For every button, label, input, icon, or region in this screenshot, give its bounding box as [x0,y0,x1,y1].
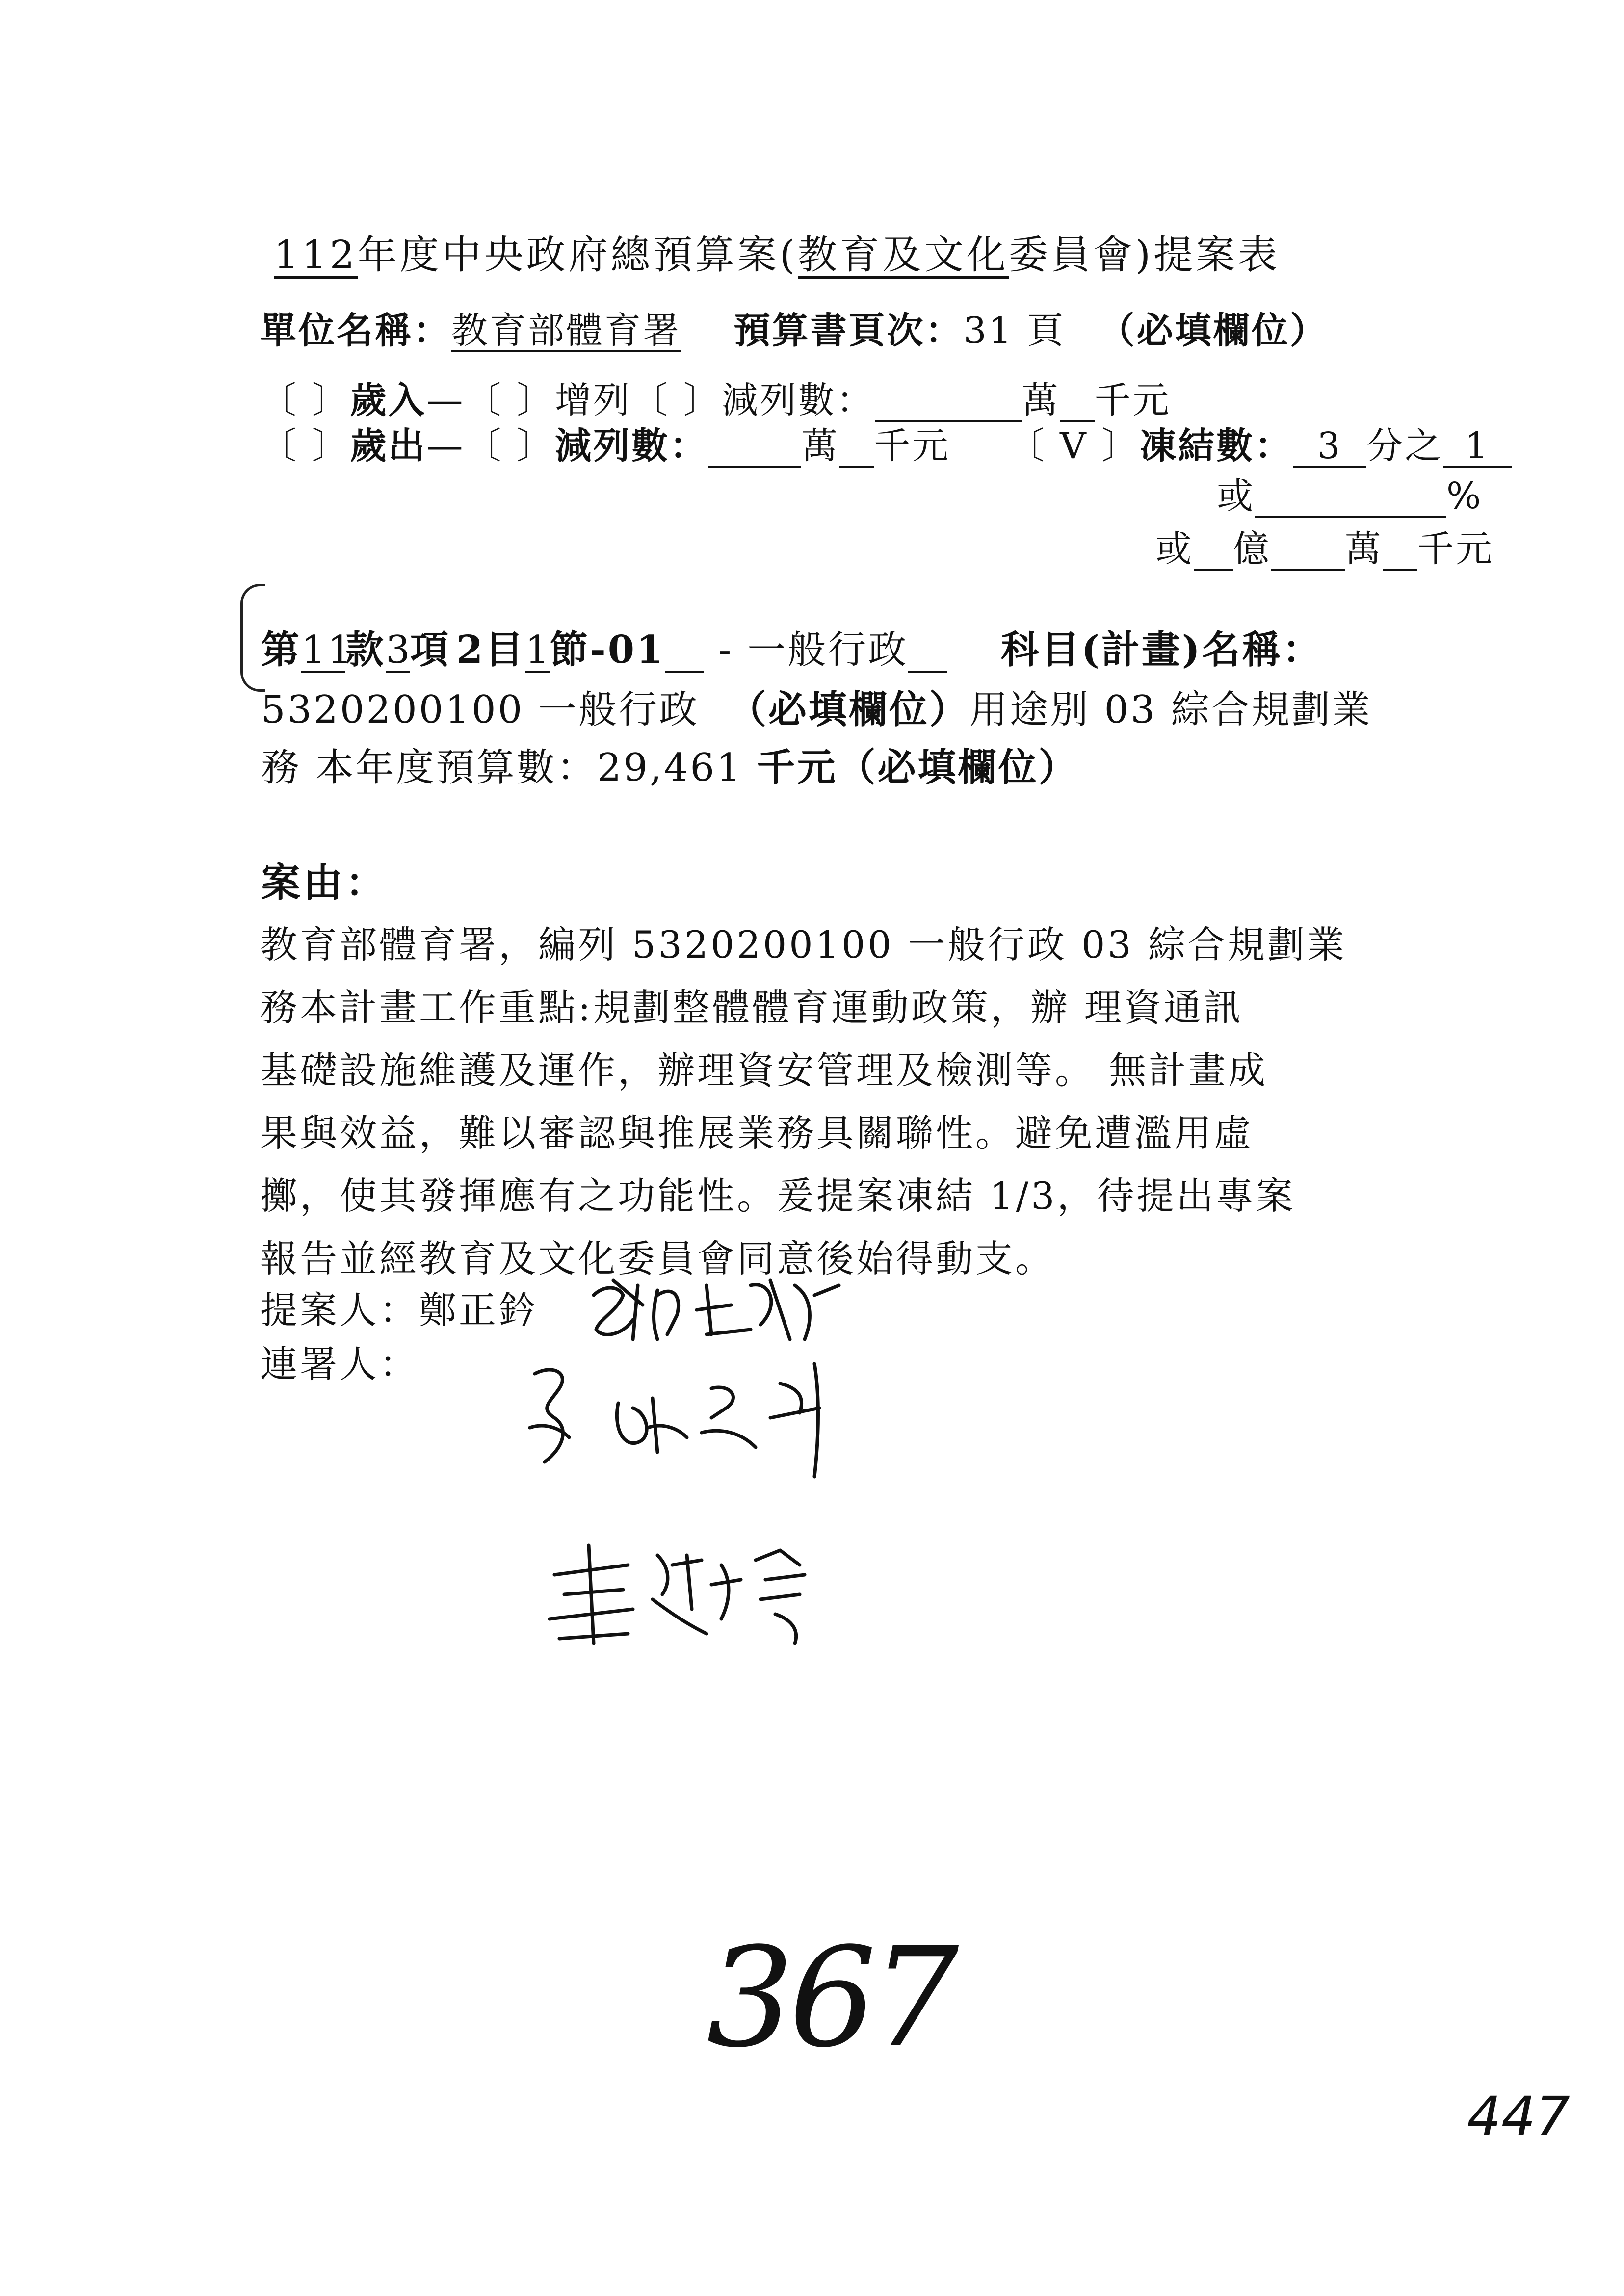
item-code: 5320200100 一般行政 [261,688,700,732]
xiang-label: 項 [410,627,451,672]
handwritten-corner-number [1467,2085,1570,2148]
item-line-1 [261,619,1323,674]
percent-sign: % [1446,475,1483,517]
expense-qian: 千元 [874,425,951,467]
mu-label: 目 [485,627,525,672]
reason-line-2: 務本計畫工作重點:規劃整體體育運動政策，辦 理資通訊 [260,986,1243,1029]
item-required-2: （必填欄位） [837,745,1079,790]
or-percent-line [1217,467,1483,519]
expense-decrease-box: 〔 〕 [465,425,555,467]
expense-label: 歲出 [350,425,427,467]
or-label-2: 或 [1155,528,1194,570]
form-title [274,223,1280,280]
decrease-box: 〔 〕 [631,379,722,421]
reason-line-4: 果與效益，難以審認與推展業務具關聯性。避免遭濫用虛 [260,1111,1254,1155]
reason-line-5: 擲，使其發揮應有之功能性。爰提案凍結 1/3，待提出專案 [260,1174,1296,1218]
page-label: 預算書頁次： [733,310,964,352]
item-line-3 [261,737,1079,792]
jie-number: 1 [525,628,551,672]
expense-wan: 萬 [801,425,840,467]
revenue-decrease-label: 減列數： [721,379,875,421]
unit-required: （必填欄位） [1098,310,1328,352]
jie-blank [665,630,704,673]
title-part2: 委員會)提案表 [1008,232,1281,278]
wan-label: 萬 [1345,528,1383,570]
unit-label: 單位名稱： [260,310,451,352]
freeze-checkbox: 〔 V 〕 [1008,425,1140,467]
revenue-qian-blank [1060,382,1095,422]
xiang-number: 3 [386,628,412,672]
expense-decrease-label: 減列數： [555,425,708,467]
wan-blank [1271,530,1345,571]
increase-label: 增列 [555,379,632,421]
freeze-numerator: 3 [1293,427,1366,468]
cosigner-signature-2 [545,1536,849,1653]
title-committee: 教育及文化 [797,232,1009,278]
corner-number-text: 447 [1467,2085,1570,2148]
mu-number: 2 [456,627,485,672]
subject-label: 科目(計畫)名稱： [1001,627,1323,672]
reason-line-6: 報告並經教育及文化委員會同意後始得動支。 [260,1237,1055,1280]
item-di: 第 [261,627,302,672]
freeze-label: 凍結數： [1140,425,1293,467]
revenue-wan: 萬 [1022,379,1060,421]
jie-label: 節-01 [550,627,665,672]
revenue-amount-blank [875,382,1022,422]
cosigner-signature-1 [525,1354,864,1487]
item-line-2 [261,679,1372,734]
expense-amount-blank [708,427,801,468]
yi-blank [1194,530,1233,571]
handwritten-page-number [707,1918,954,2078]
item-dash: - [704,628,748,672]
revenue-dash: — [426,379,465,421]
budget-amount: 務 本年度預算數：29,461 [261,746,743,790]
expense-dash: — [426,425,465,467]
expense-box: 〔 〕 [260,425,350,467]
item-name-prefix: 一般行政 [747,628,909,672]
or-amount-line [1155,520,1494,572]
item-use-type: 用途別 03 綜合規劃業 [969,688,1372,732]
title-part1: 年度中央政府總預算案( [357,232,798,278]
expense-qian-blank [839,427,874,468]
name-blank [908,630,947,673]
percent-blank [1255,477,1446,518]
unit-value: 教育部體育署 [451,310,681,352]
reason-line-3: 基礎設施維護及運作，辦理資安管理及檢測等。 無計畫成 [260,1048,1268,1092]
qian-label: 千元 [1417,528,1494,570]
kuan-number: 11 [301,628,354,672]
revenue-label: 歲入 [350,379,427,421]
proposer-signature [584,1266,859,1354]
page-value: 31 頁 [963,310,1066,352]
cosigner-label: 連署人： [260,1342,419,1386]
budget-unit: 千元 [757,745,838,790]
revenue-qian: 千元 [1094,379,1171,421]
or-label-1: 或 [1217,475,1255,517]
qian-blank [1383,530,1417,571]
freeze-mid: 分之 [1366,425,1443,467]
title-year: 112 [274,232,358,278]
revenue-box: 〔 〕 [260,379,350,421]
freeze-denominator: 1 [1443,427,1512,468]
unit-line [260,302,1328,354]
yi-label: 億 [1233,528,1271,570]
reason-heading: 案由： [261,860,388,906]
reason-line-1: 教育部體育署，編列 5320200100 一般行政 03 綜合規劃業 [260,923,1347,966]
page-number-text: 367 [707,1918,954,2078]
item-required-1: （必填欄位） [728,687,969,732]
increase-box: 〔 〕 [465,379,555,421]
proposer-label: 提案人：鄭正鈐 [260,1288,538,1332]
kuan-label: 款 [345,627,386,672]
expense-line [260,417,1512,469]
revenue-line [260,371,1171,423]
